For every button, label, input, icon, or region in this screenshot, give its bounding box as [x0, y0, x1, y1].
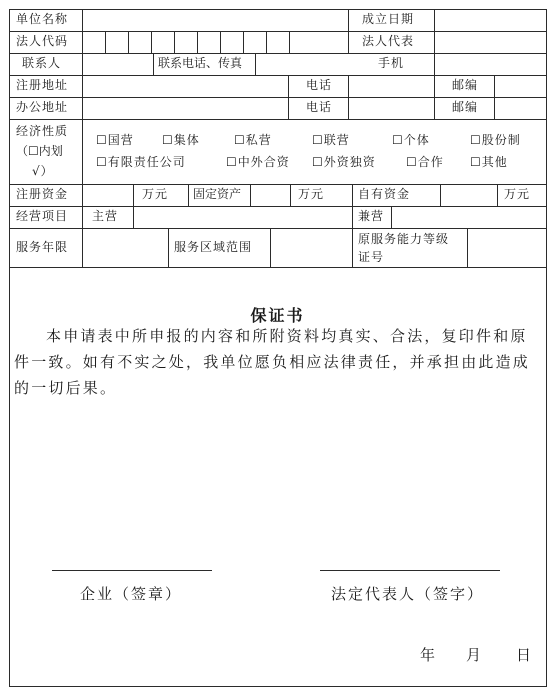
col-line [352, 228, 353, 267]
col-line [105, 31, 106, 53]
option-label: 集体 [173, 133, 200, 147]
option-label: 其他 [481, 155, 508, 169]
nature-option-shareholding[interactable] [470, 133, 521, 147]
row-line [9, 228, 546, 229]
nature-option-llc[interactable] [96, 155, 186, 169]
checkbox-icon[interactable]: ☐ [226, 155, 238, 169]
nature-option-collective[interactable] [162, 133, 200, 147]
nature-option-foreign-owned[interactable] [312, 155, 376, 169]
border-left [9, 9, 10, 687]
col-line [133, 184, 134, 206]
col-line [151, 31, 152, 53]
col-line [434, 9, 435, 31]
date-day-label: 日 [516, 646, 532, 664]
col-line [434, 31, 435, 53]
col-line [197, 31, 198, 53]
legal-rep-label: 法人代表 [362, 34, 415, 48]
nature-label: 经济性质 [16, 124, 69, 138]
nature-option-state[interactable] [96, 133, 134, 147]
col-line [168, 228, 169, 267]
enterprise-seal-label: 企业（签章） [80, 585, 183, 603]
border-right [546, 9, 547, 687]
office-address-label: 办公地址 [16, 100, 69, 114]
unit-label: 万元 [298, 187, 325, 201]
col-line [497, 184, 498, 206]
option-label: 外资独资 [323, 155, 376, 169]
date-month-label: 月 [466, 646, 482, 664]
col-line [174, 31, 175, 53]
row-line [9, 119, 546, 120]
guarantee-title: 保证书 [250, 306, 305, 325]
border-bottom [9, 686, 546, 687]
col-line [133, 206, 134, 228]
own-funds-label: 自有资金 [358, 187, 411, 201]
col-line [290, 184, 291, 206]
checkbox-icon[interactable]: ☐ [96, 155, 108, 169]
row-line [9, 184, 546, 185]
col-line [352, 184, 353, 206]
checkbox-icon[interactable]: ☐ [406, 155, 418, 169]
checkbox-icon[interactable]: ☐ [312, 133, 324, 147]
col-line [348, 9, 349, 31]
checkbox-icon[interactable]: ☐ [312, 155, 324, 169]
nature-label-hint: （☐内划 [16, 144, 63, 158]
col-line [128, 31, 129, 53]
row-line [9, 97, 546, 98]
unit-name-label: 单位名称 [16, 12, 69, 26]
enterprise-signature-line[interactable] [52, 570, 212, 571]
postcode-label: 邮编 [452, 78, 479, 92]
service-years-label: 服务年限 [16, 240, 69, 254]
cert-label-number: 证号 [358, 250, 385, 264]
option-label: 合作 [417, 155, 444, 169]
col-line [82, 9, 83, 267]
checkbox-icon[interactable]: ☐ [392, 133, 404, 147]
col-line [494, 75, 495, 97]
phone-fax-label: 联系电话、传真 [158, 56, 243, 70]
row-line [9, 31, 546, 32]
col-line [434, 97, 435, 119]
phone-label: 电话 [306, 100, 333, 114]
option-label: 国营 [107, 133, 134, 147]
nature-option-other[interactable] [470, 155, 508, 169]
nature-label-hint: √） [32, 164, 54, 178]
reg-capital-label: 注册资金 [16, 187, 69, 201]
checkbox-icon[interactable]: ☐ [470, 133, 482, 147]
col-line [440, 184, 441, 206]
date-year-label: 年 [420, 646, 436, 664]
guarantee-body: 本申请表中所申报的内容和所附资料均真实、合法，复印件和原件一致。如有不实之处，我单位愿负相应法律责任，并承担由此造成的一切后果。 [14, 327, 531, 397]
established-date-label: 成立日期 [362, 12, 415, 26]
main-business-label: 主营 [92, 209, 119, 223]
col-line [434, 75, 435, 97]
business-scope-label: 经营项目 [16, 209, 69, 223]
col-line [348, 75, 349, 97]
checkbox-icon[interactable]: ☐ [96, 133, 108, 147]
mobile-label: 手机 [378, 56, 405, 70]
col-line [352, 206, 353, 228]
row-line [9, 267, 546, 268]
nature-option-joint[interactable] [312, 133, 350, 147]
col-line [494, 97, 495, 119]
phone-label: 电话 [306, 78, 333, 92]
nature-option-private[interactable] [234, 133, 272, 147]
legal-rep-signature-line[interactable] [320, 570, 500, 571]
col-line [391, 206, 392, 228]
row-line [9, 53, 546, 54]
col-line [243, 31, 244, 53]
secondary-business-label: 兼营 [358, 209, 385, 223]
option-label: 中外合资 [237, 155, 290, 169]
nature-option-cooperative[interactable] [406, 155, 444, 169]
col-line [467, 228, 468, 267]
row-line [9, 206, 546, 207]
option-label: 股份制 [481, 133, 521, 147]
unit-label: 万元 [504, 187, 531, 201]
col-line [270, 228, 271, 267]
col-line [255, 53, 256, 75]
option-label: 个体 [403, 133, 430, 147]
col-line [348, 31, 349, 53]
row-line [9, 75, 546, 76]
checkbox-icon[interactable]: ☐ [470, 155, 482, 169]
nature-option-individual[interactable] [392, 133, 430, 147]
legal-code-label: 法人代码 [16, 34, 69, 48]
contact-label: 联系人 [22, 56, 62, 70]
col-line [289, 31, 290, 53]
col-line [188, 184, 189, 206]
col-line [153, 53, 154, 75]
option-label: 联营 [323, 133, 350, 147]
postcode-label: 邮编 [452, 100, 479, 114]
border-top [9, 9, 546, 10]
legal-rep-sign-label: 法定代表人（签字） [331, 585, 485, 603]
reg-address-label: 注册地址 [16, 78, 69, 92]
checkbox-icon[interactable]: ☐ [234, 133, 246, 147]
col-line [266, 31, 267, 53]
col-line [288, 75, 289, 97]
fixed-assets-label: 固定资产 [193, 187, 242, 201]
option-label: 有限责任公司 [107, 155, 186, 169]
checkbox-icon[interactable]: ☐ [162, 133, 174, 147]
service-area-label: 服务区域范围 [174, 240, 253, 254]
col-line [348, 97, 349, 119]
option-label: 私营 [245, 133, 272, 147]
col-line [434, 53, 435, 75]
col-line [220, 31, 221, 53]
col-line [250, 184, 251, 206]
cert-label: 原服务能力等级 [358, 232, 450, 246]
col-line [288, 97, 289, 119]
nature-option-sino-foreign[interactable] [226, 155, 290, 169]
unit-label: 万元 [142, 187, 169, 201]
